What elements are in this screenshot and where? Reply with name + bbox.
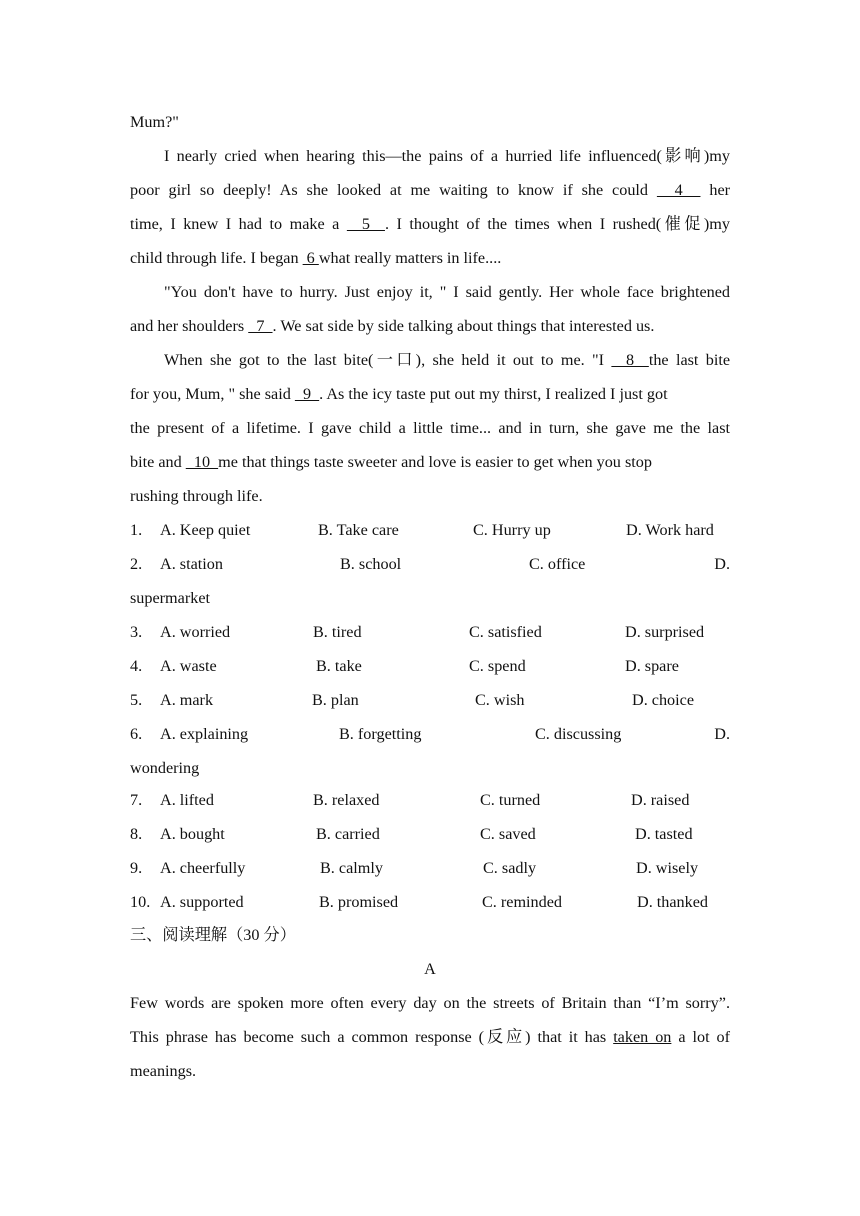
option-a: A. supported xyxy=(160,893,244,911)
question-row xyxy=(130,892,730,914)
passage-text: Mum?" xyxy=(130,113,179,131)
question-row xyxy=(130,790,730,812)
option-d-text: wondering xyxy=(130,759,200,777)
option-b: B. tired xyxy=(313,623,362,641)
blank-6: 6 xyxy=(302,249,319,267)
option-c: C. office xyxy=(529,555,586,573)
reading-text: Few words are spoken more often every day on the streets of Britain than “I’m sorry”. xyxy=(130,994,730,1012)
passage-line xyxy=(130,384,730,404)
option-d: D. xyxy=(714,725,730,743)
option-d: D. tasted xyxy=(635,825,693,843)
option-b: B. Take care xyxy=(318,521,399,539)
passage-text: When she got to the last bite(一口), she held it out to me. "I xyxy=(164,351,605,369)
passage-text: bite and xyxy=(130,453,182,471)
passage-text: I nearly cried when hearing this—the pains of a hurried life influenced(影响)my xyxy=(164,147,730,165)
option-d: D. thanked xyxy=(637,893,709,911)
question-number: 10. xyxy=(130,893,151,911)
question-number: 4. xyxy=(130,657,143,675)
passage-line xyxy=(130,146,730,166)
passage-text: rushing through life. xyxy=(130,487,263,505)
passage-line xyxy=(130,112,730,132)
passage-line xyxy=(130,350,730,370)
question-number: 2. xyxy=(130,555,143,573)
section-title: 三、阅读理解（30 分） xyxy=(130,926,296,944)
option-c: C. satisfied xyxy=(469,623,542,641)
passage-text: me that things taste sweeter and love is easier to get when you stop xyxy=(218,453,652,471)
option-d: D. surprised xyxy=(625,623,705,641)
question-number: 1. xyxy=(130,521,143,539)
option-c: C. Hurry up xyxy=(473,521,551,539)
passage-line xyxy=(130,180,730,200)
option-a: A. Keep quiet xyxy=(160,521,251,539)
option-b: B. school xyxy=(340,555,402,573)
option-a: A. worried xyxy=(160,623,231,641)
passage-text: time, I knew I had to make a xyxy=(130,215,340,233)
blank-10: 10 xyxy=(185,453,219,471)
blank-9: 9 xyxy=(294,385,320,403)
question-row xyxy=(130,690,730,712)
question-row xyxy=(130,824,730,846)
passage-text: . As the icy taste put out my thirst, I realized I just got xyxy=(319,385,668,403)
question-number: 6. xyxy=(130,725,143,743)
option-b: B. carried xyxy=(316,825,380,843)
reading-text: a lot of xyxy=(678,1028,730,1046)
underlined-phrase: taken on xyxy=(613,1028,672,1046)
passage-line xyxy=(130,452,730,472)
passage-text: her xyxy=(709,181,731,199)
question-row-wrap xyxy=(130,758,730,780)
option-c: C. sadly xyxy=(483,859,537,877)
blank-8: 8 xyxy=(611,351,649,369)
option-b: B. take xyxy=(316,657,362,675)
option-a: A. lifted xyxy=(160,791,214,809)
reading-text: This phrase has become such a common response (反应) that it has xyxy=(130,1028,607,1046)
passage-text: and her shoulders xyxy=(130,317,245,335)
option-b: B. forgetting xyxy=(339,725,422,743)
option-c: C. spend xyxy=(469,657,526,675)
section-heading xyxy=(130,925,730,945)
passage-text: the last bite xyxy=(648,351,731,369)
option-c: C. discussing xyxy=(535,725,622,743)
question-number: 9. xyxy=(130,859,143,877)
passage-text: . We sat side by side talking about things that interested us. xyxy=(272,317,655,335)
option-b: B. plan xyxy=(312,691,359,709)
passage-text: for you, Mum, " she said xyxy=(130,385,291,403)
blank-7: 7 xyxy=(248,317,273,335)
passage-line xyxy=(130,316,730,336)
option-d: D. wisely xyxy=(636,859,699,877)
question-number: 5. xyxy=(130,691,143,709)
passage-text: child through life. I began xyxy=(130,249,299,267)
option-d: D. Work hard xyxy=(626,521,714,539)
option-c: C. reminded xyxy=(482,893,563,911)
option-a: A. cheerfully xyxy=(160,859,246,877)
option-b: B. relaxed xyxy=(313,791,380,809)
question-row xyxy=(130,554,730,576)
blank-4: 4 xyxy=(656,181,701,199)
question-row xyxy=(130,656,730,678)
passage-line xyxy=(130,248,730,268)
question-row-wrap xyxy=(130,588,730,610)
question-row xyxy=(130,724,730,746)
option-d-text: supermarket xyxy=(130,589,211,607)
option-a: A. bought xyxy=(160,825,225,843)
option-c: C. saved xyxy=(480,825,536,843)
option-a: A. station xyxy=(160,555,223,573)
question-row xyxy=(130,520,730,542)
option-a: A. waste xyxy=(160,657,217,675)
reading-line xyxy=(130,1061,730,1081)
passage-text: . I thought of the times when I rushed(催促)my xyxy=(384,215,730,233)
passage-line xyxy=(130,486,730,506)
question-number: 7. xyxy=(130,791,143,809)
blank-5: 5 xyxy=(346,215,385,233)
option-c: C. turned xyxy=(480,791,541,809)
option-d: D. raised xyxy=(631,791,690,809)
option-d: D. choice xyxy=(632,691,695,709)
passage-text: "You don't have to hurry. Just enjoy it, " I said gently. Her whole face brightened xyxy=(164,283,730,301)
passage-line xyxy=(130,282,730,302)
passage-text: poor girl so deeply! As she looked at me waiting to know if she could xyxy=(130,181,649,199)
question-number: 8. xyxy=(130,825,143,843)
reading-line xyxy=(130,993,730,1013)
passage-text: the present of a lifetime. I gave child a little time... and in turn, she gave me the last xyxy=(130,419,730,437)
question-row xyxy=(130,858,730,880)
option-d: D. spare xyxy=(625,657,679,675)
passage-label xyxy=(130,959,730,979)
question-row xyxy=(130,622,730,644)
question-number: 3. xyxy=(130,623,143,641)
option-a: A. explaining xyxy=(160,725,249,743)
option-b: B. promised xyxy=(319,893,399,911)
option-d: D. xyxy=(714,555,730,573)
passage-line xyxy=(130,418,730,438)
option-a: A. mark xyxy=(160,691,214,709)
passage-text: what really matters in life.... xyxy=(318,249,502,267)
option-b: B. calmly xyxy=(320,859,383,877)
option-c: C. wish xyxy=(475,691,525,709)
passage-letter: A xyxy=(424,960,436,978)
reading-text: meanings. xyxy=(130,1062,197,1080)
passage-line xyxy=(130,214,730,234)
reading-line xyxy=(130,1027,730,1047)
